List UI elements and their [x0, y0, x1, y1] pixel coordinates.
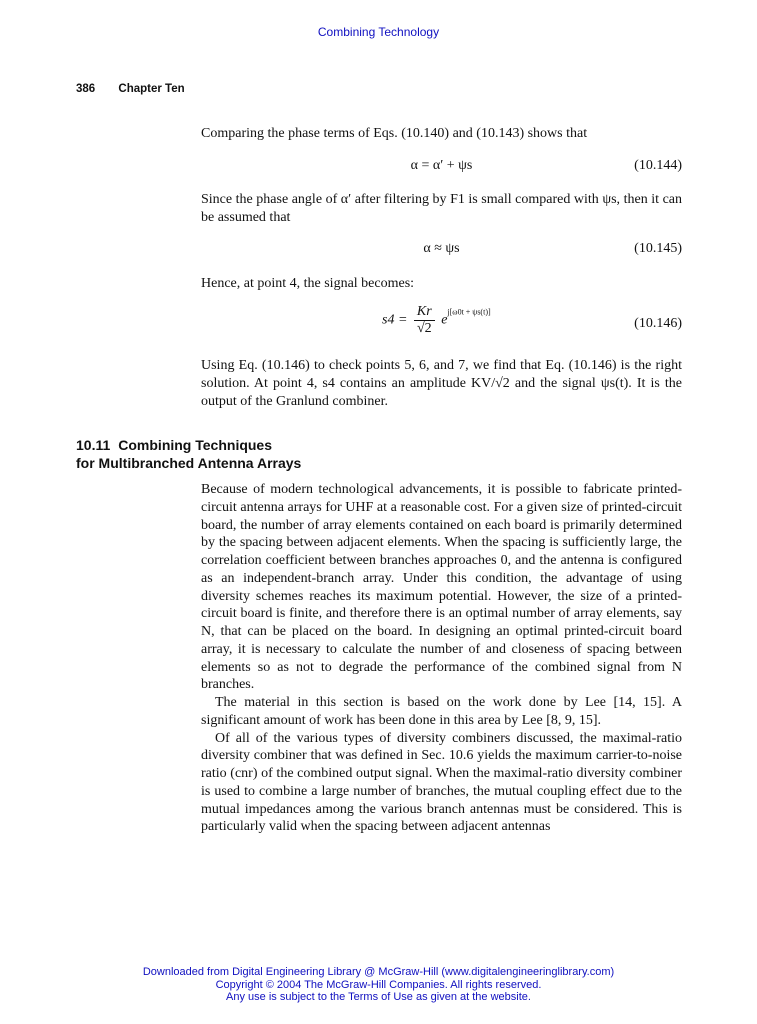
- fraction-denominator: √2: [416, 321, 432, 336]
- equation-lhs: s4 =: [382, 312, 408, 328]
- paragraph-4: Using Eq. (10.146) to check points 5, 6, and 7, we find that Eq. (10.146) is the right solution. At point 4, s4 contains an amplitude KV/√2 and the signal ψs(t). It is the output of the Granlund combiner.: [201, 358, 682, 409]
- equation-expression: [382, 304, 491, 337]
- paragraph-3: Hence, at point 4, the signal becomes:: [201, 276, 415, 291]
- paragraph-1: Comparing the phase terms of Eqs. (10.140) and (10.143) shows that: [201, 126, 588, 141]
- chapter-label: Chapter Ten: [118, 83, 185, 95]
- body-paragraph: The material in this section is based on the work done by Lee [14, 15]. A significant amount of work has been done in this area by Lee [8, 9, 15].: [201, 695, 682, 728]
- body-paragraph: Of all of the various types of diversity combiners discussed, the maximal-ratio diversity combiner that was defined in Sec. 10.6 yields the maximum carrier-to-noise ratio (cnr) of the combined output signal. When the maximal-ratio diversity combiner is used to combine a large number of branches, the mutual coupling effect due to the mutual impedances among the various branch antennas must be considered. This is particularly valid when the spacing between adjacent antennas: [201, 730, 682, 835]
- equation-number: (10.146): [634, 316, 682, 331]
- section-title-line-1: Combining Techniques: [118, 437, 273, 453]
- page-header: [76, 83, 185, 95]
- equation-expression: α ≈ ψs: [423, 241, 460, 256]
- equation-number: (10.145): [634, 241, 682, 256]
- footer-download-link[interactable]: Downloaded from Digital Engineering Library @ McGraw-Hill (www.digitalengineeringlibrary.com): [142, 966, 615, 978]
- fraction: [414, 304, 435, 337]
- body-paragraph: Because of modern technological advancements, it is possible to fabricate printed-circuit antenna arrays for UHF at a reasonable cost. For a given size of printed-circuit board, the number of array elements contained on each board is primarily determined by the spacing between adjacent elements. When the spacing is sufficiently large, the correlation coefficient between branches approaches 0, and the antenna is configured as an independent-branch array. Under this condition, the advantage of using diversity schemes reaches its maximum potential. However, the size of a printed-circuit board is finite, and therefore there is an optimal number of array elements, say N, that can be placed on the board. In designing an optimal printed-circuit board array, it is necessary to calculate the number of and closeness of spacing between elements so as not to degrade the performance of the combined signal from N branches.: [201, 482, 682, 693]
- footer-terms-link[interactable]: Any use is subject to the Terms of Use as given at the website.: [226, 991, 531, 1003]
- exponential-base: e: [441, 312, 448, 328]
- equation-expression: α = α′ + ψs: [410, 158, 473, 173]
- section-heading: [76, 436, 301, 472]
- exponent: j[ω0t + ψs(t)]: [447, 307, 491, 317]
- fraction-numerator: Kr: [414, 304, 435, 321]
- section-body: [201, 481, 682, 836]
- equation-10-144: [201, 158, 682, 178]
- equation-10-146: [201, 304, 682, 344]
- footer-copyright: Copyright © 2004 The McGraw-Hill Companies. All rights reserved.: [215, 978, 542, 991]
- section-title-line-2: for Multibranched Antenna Arrays: [76, 455, 302, 471]
- equation-number: (10.144): [634, 158, 682, 173]
- paragraph-2: Since the phase angle of α′ after filtering by F1 is small compared with ψs, then it can be assumed that: [201, 192, 682, 225]
- equation-10-145: [201, 241, 682, 261]
- page-number: 386: [76, 83, 96, 95]
- page-footer: [0, 966, 757, 1004]
- running-header: Combining Technology: [317, 25, 440, 39]
- section-number: 10.11: [76, 437, 111, 453]
